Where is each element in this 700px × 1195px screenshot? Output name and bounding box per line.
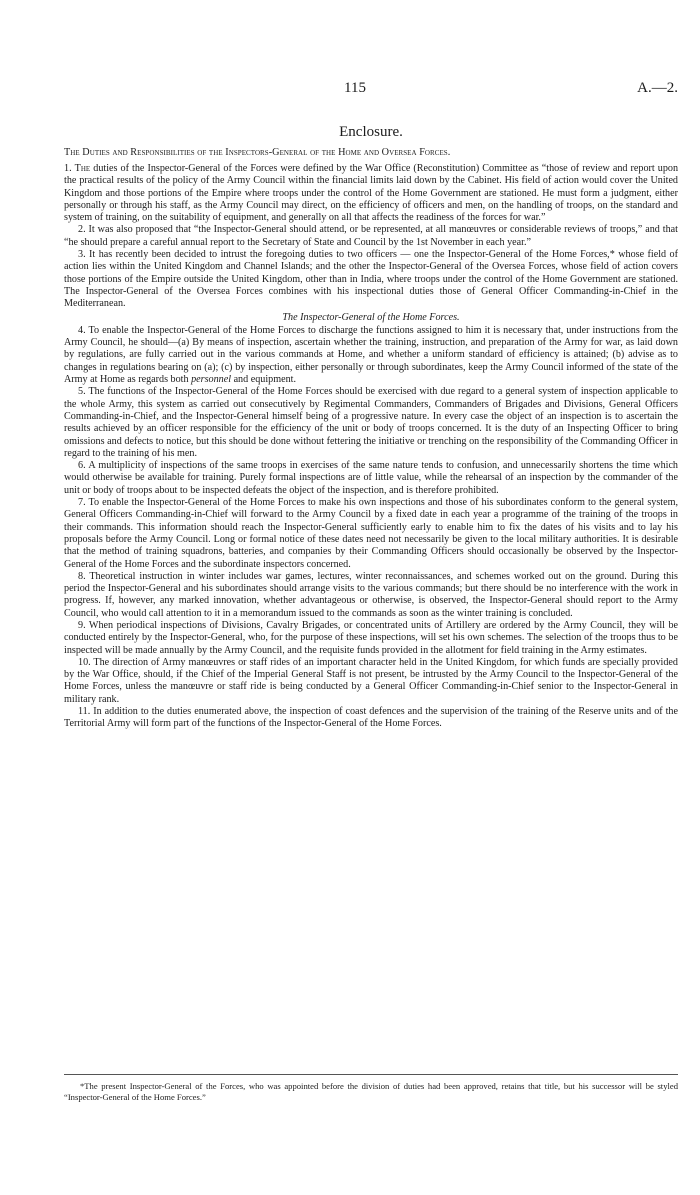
paragraph-6: 6. A multiplicity of inspections of the same troops in exercises of the same nature tends to confusion, and unnecessarily shortens the time which would otherwise be available for training. Purely formal inspections are of little value, while the rehearsal of an inspection by the commander of the unit or body of troops about to be inspected defeats the object of the inspection, and is therefore prohibited. <box>64 460 678 496</box>
page-header <box>64 80 678 102</box>
document-subtitle: The Duties and Responsibilities of the Inspectors-General of the Home and Oversea Forces. <box>64 147 451 158</box>
document-body <box>64 163 678 731</box>
section-heading: The Inspector-General of the Home Forces. <box>282 311 460 323</box>
paragraph-8: 8. Theoretical instruction in winter includes war games, lectures, winter reconnaissances, and schemes worked out on the ground. During this period the Inspector-General and his subordinates should arrange visits to the various commands; but there should be no interference with the work in progress. If, however, any marked innovation, whether advantageous or otherwise, is observed, the Inspector-General should report to the Army Council, who would call attention to it in a memorandum issued to the commands as soon as the winter training is concluded. <box>64 570 678 619</box>
paragraph-11: 11. In addition to the duties enumerated above, the inspection of coast defences and the supervision of the training of the Reserve units and of the Territorial Army will form part of the functions of the Inspector-General of the Home Forces. <box>64 706 678 730</box>
paragraph-1-text: duties of the Inspector-General of the Forces were defined by the War Office (Reconstitution) Committee as “those of review and report upon the practical results of the policy of the Army Council within the financial limits laid down by the Cabinet. His field of action would cover the United Kingdom and those portions of the Empire where troops under the control of the Home Government are stationed. He must form a judgment, either personally or through his staff, as the Army Council may direct, on the efficiency of officers and men, on the handling of troops, on the standard and system of training, on the suitability of equipment, and generally on all that affects the readiness of the forces for war.” <box>64 163 679 224</box>
paragraph-4-text-b: and equipment. <box>231 374 296 386</box>
paragraph-7: 7. To enable the Inspector-General of the Home Forces to make his own inspections and those of his subordinates conform to the general system, General Officers Commanding-in-Chief will forward to the Army Council by a fixed date in each year a programme of the training of the troops in their commands. This information should reach the Inspector-General sufficiently early to enable him to fix the dates of his visits and to lay his proposals before the Army Council. Long or formal notice of these dates need not necessarily be given to the local military authorities. It is desirable that the method of training squadrons, batteries, and companies by their Commanding Officers should occasionally be observed by the Inspector-General of the Home Forces and the subordinate inspectors concerned. <box>64 497 678 570</box>
document-page <box>64 0 678 1195</box>
paragraph-1-lead: The <box>74 163 91 174</box>
enclosure-title: Enclosure. <box>339 124 403 140</box>
paragraph-4-text-a: 4. To enable the Inspector-General of the Home Forces to discharge the functions assigned to him it is necessary that, under instructions from the Army Council, he should—(a) By means of inspection, ascertain whether the training, instruction, and preparation of the Army for war, as laid down by regulations, are fully carried out in the various commands at Home, and whether a uniform standard of efficiency is attained; (b) advise as to changes in regulations bearing on (a); (c) by inspection, either personally or through subordinates, keep the Army Council informed of the state of the Army at Home as regards both <box>64 324 678 386</box>
document-reference: A.—2. <box>637 80 678 96</box>
paragraph-10: 10. The direction of Army manœuvres or staff rides of an important character held in the United Kingdom, for which funds are specially provided by the War Office, should, if the Chief of the Imperial General Staff is not present, be intrusted by the Army Council to the Inspector-General of the Home Forces, unless the manœuvre or staff ride is being conducted by a General Officer Commanding-in-Chief senior to the Inspector-General in military rank. <box>64 656 678 705</box>
paragraph-4 <box>64 325 678 386</box>
paragraph-1-number: 1. <box>64 163 75 174</box>
paragraph-1 <box>64 163 678 224</box>
paragraph-4-italic: personnel <box>191 374 232 386</box>
paragraph-9: 9. When periodical inspections of Divisions, Cavalry Brigades, or concentrated units of Artillery are ordered by the Army Council, they will be conducted entirely by the Inspector-General, who, for the purpose of these inspections, will set his own schemes. The selection of the troops thus to be inspected will be made annually by the Army Council, and the requisite funds provided in the allotment for field training in the Army estimates. <box>64 619 678 656</box>
footnote-divider <box>64 1074 678 1075</box>
footnote <box>64 1081 678 1103</box>
paragraph-2: 2. It was also proposed that “the Inspector-General should attend, or be represented, at all manœuvres or considerable reviews of troops,” and that “he should prepare a careful annual report to the Secretary of State and Council by the 1st November in each year.” <box>64 224 678 248</box>
footnote-text: *The present Inspector-General of the Forces, who was appointed before the division of duties had been approved, retains that title, but his successor will be styled “Inspector-General of the Home Forces.” <box>64 1081 678 1102</box>
paragraph-5: 5. The functions of the Inspector-General of the Home Forces should be exercised with due regard to a general system of inspection applicable to the whole Army, this system as carried out consecutively by Regimental Commanders, Commanders of Brigades and Divisions, General Officers Commanding-in-Chief, and the Inspector-General himself being of a progressive nature. In every case the object of an inspection is to ascertain the results achieved by an officer responsible for the efficiency of the unit or body of troops concerned. It is the duty of an Inspecting Officer to bring omissions and defects to notice, but this should be done without fettering the initiative or trenching on the responsibility of the Commanding Officer in regard to the training of his men. <box>64 386 678 459</box>
page-number: 115 <box>344 80 366 96</box>
paragraph-3: 3. It has recently been decided to intrust the foregoing duties to two officers — one the Inspector-General of the Home Forces,* whose field of action lies within the United Kingdom and Channel Islands; and the other the Inspector-General of the Oversea Forces, whose field of action covers those portions of the Empire outside the United Kingdom, other than in India, where troops under the control of the Home Government are stationed. The Inspector-General of the Oversea Forces combines with his inspectional duties those of General Officer Commanding-in-Chief in the Mediterranean. <box>64 249 678 310</box>
